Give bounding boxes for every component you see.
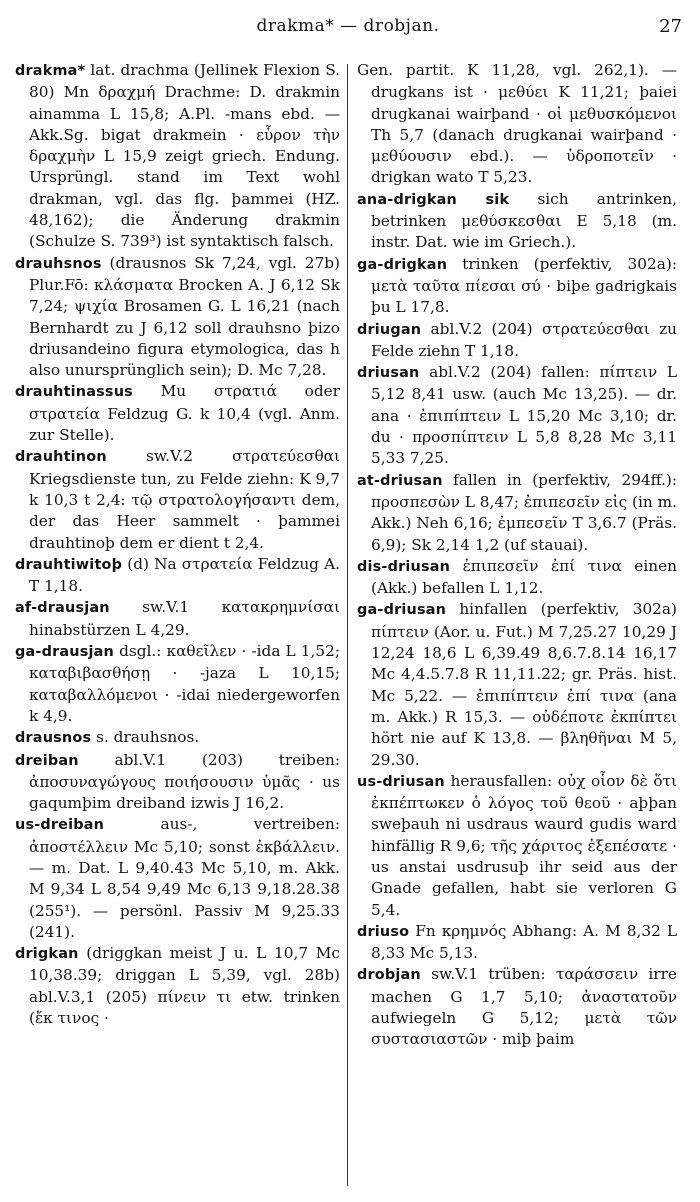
dictionary-entry bbox=[15, 727, 340, 749]
headword: drauhtiwitoþ bbox=[15, 556, 123, 573]
headword: ga-driusan bbox=[357, 602, 447, 619]
dictionary-entry bbox=[15, 253, 340, 382]
entry-text: trinken (perfektiv, 302a): μετὰ ταῦτα πίεσαι σύ · biþe gadrigkais þu L 17,8. bbox=[371, 254, 677, 317]
dictionary-entry bbox=[15, 554, 340, 598]
dictionary-entry bbox=[357, 964, 677, 1050]
headword: drauhtinassus bbox=[15, 384, 133, 401]
dictionary-entry bbox=[15, 641, 340, 727]
dictionary-entry bbox=[357, 319, 677, 363]
dictionary-entry bbox=[15, 446, 340, 553]
column-divider bbox=[347, 64, 348, 1186]
headword: ga-drigkan bbox=[357, 256, 448, 273]
running-head: drakma* — drobjan. bbox=[256, 16, 440, 36]
entry-text: sw.V.1 trüben: ταράσσειν irre machen G 1,7 5,10; ἀναστατοῦν aufwiegeln G 5,12; μετὰ τῶν συστασιαστῶν · miþ þaim bbox=[371, 965, 677, 1049]
dictionary-entry bbox=[357, 771, 677, 921]
headword: dis-driusan bbox=[357, 558, 451, 575]
entry-text: aus-, vertreiben: ἀποστέλλειν Mc 5,10; sonst ἐκβάλλειν. — m. Dat. L 9,40.43 Mc 5,10, m. Akk. M 9,34 L 8,54 9,49 Mc 6,13 9,18.28.38 (255¹). — persönl. Passiv M 9,25.33 (241). bbox=[29, 815, 340, 941]
headword: driuso bbox=[357, 923, 410, 940]
headword: ana-drigkan sik bbox=[357, 191, 510, 208]
headword: dreiban bbox=[15, 752, 79, 769]
headword: us-dreiban bbox=[15, 817, 105, 834]
dictionary-entry bbox=[15, 60, 340, 253]
dictionary-entry bbox=[15, 750, 340, 815]
headword: us-driusan bbox=[357, 773, 445, 790]
entry-text: abl.V.1 (203) treiben: ἀποσυναγώγους ποιήσουσιν ὑμᾶς · us gaqumþim dreiband izwis J 16,2. bbox=[29, 750, 340, 813]
dictionary-entry bbox=[15, 814, 340, 943]
headword: drausnos bbox=[15, 730, 92, 747]
entry-text: s. drauhsnos. bbox=[91, 728, 200, 747]
entry-text: hinfallen (perfektiv, 302a) πίπτειν (Aor. u. Fut.) M 7,25.27 10,29 J 12,24 18,6 L 6,39.49 8,6.7.8.14 16,17 Mc 4,4.5.7.8 R 11,11.22; gr. Präs. hist. Mc 5,22. — ἐπιπίπτειν ἐπί τινα (ana m. Akk.) R 15,3. — οὐδέποτε ἐκπίπτει hört nie auf K 13,8. — βληθῆναι M 5, 29.30. bbox=[371, 600, 677, 769]
headword: drauhtinon bbox=[15, 449, 107, 466]
dictionary-entry bbox=[357, 599, 677, 770]
dictionary-entry bbox=[15, 943, 340, 1029]
dictionary-entry bbox=[357, 362, 677, 469]
entry-text: abl.V.2 (204) στρατεύεσθαι zu Felde ziehn T 1,18. bbox=[371, 319, 677, 360]
entry-text: lat. drachma (Jellinek Flexion S. 80) Mn δραχμή Drachme: D. drakmin ainamma L 15,8; A.Pl. -mans ebd. — Akk.Sg. bigat drakmein · εὗρον τὴν δραχμὴν L 15,9 zeigt griech. Endung. Ursprüngl. stand im Text wohl drakman, vgl. das flg. þammei (HZ. 48,162); die Änderung drakmin (Schulze S. 739³) ist syntaktisch falsch. bbox=[29, 61, 340, 251]
entry-text: Mu στρατιά oder στρατεία Feldzug G. k 10,4 (vgl. Anm. zur Stelle). bbox=[29, 382, 340, 445]
entry-text: Gen. partit. K 11,28, vgl. 262,1). — drugkans ist · μεθύει K 11,21; þaiei drugkanai wairþand · οἱ μεθυσκόμενοι Th 5,7 (danach drugkanai wairþand · μεθύουσιν ebd.). — ὑδροποτεῖν · drigkan wato T 5,23. bbox=[357, 61, 677, 187]
headword: driugan bbox=[357, 321, 422, 338]
right-column bbox=[357, 60, 677, 1051]
entry-text: (drausnos Sk 7,24, vgl. 27b) Plur.Fō: κλάσματα Brocken A. J 6,12 Sk 7,24; ψιχία Brosamen G. L 16,21 (nach Bernhardt zu J 6,12 soll drauhsno þizo driusandeino figura etymologica, das h also unursprünglich sein); D. Mc 7,28. bbox=[29, 253, 340, 380]
dictionary-entry bbox=[357, 470, 677, 556]
headword: at-driusan bbox=[357, 472, 443, 489]
headword: ga-drausjan bbox=[15, 644, 114, 661]
entry-text: (driggkan meist J u. L 10,7 Mc 10,38.39; driggan L 5,39, vgl. 28b) abl.V.3,1 (205) πίνειν τι etw. trinken (ἔκ τινος · bbox=[29, 944, 340, 1028]
dictionary-entry bbox=[357, 189, 677, 254]
headword: drobjan bbox=[357, 967, 421, 984]
entry-text: fallen in (perfektiv, 294ff.): προσπεσὼν L 8,47; ἐπιπεσεῖν εἰς (in m. Akk.) Neh 6,16; ἐμπεσεῖν T 3,6.7 (Präs. 6,9); Sk 2,14 1,2 (uf stauai). bbox=[371, 470, 677, 554]
entry-text: sw.V.2 στρατεύεσθαι Kriegsdienste tun, zu Felde ziehn: K 9,7 k 10,3 t 2,4: τῷ στρατολογήσαντι dem, der das Heer sammelt · þammei drauhtinoþ dem er dient t 2,4. bbox=[29, 447, 340, 552]
page-header bbox=[14, 16, 682, 46]
headword: driusan bbox=[357, 365, 420, 382]
entry-text: dsgl.: καθεῖλεν · -ida L 1,52; καταβιβασθήσῃ · -jaza L 10,15; καταβαλλόμενοι · -idai niedergeworfen k 4,9. bbox=[29, 642, 340, 725]
dictionary-entry bbox=[357, 921, 677, 965]
headword: af-drausjan bbox=[15, 600, 110, 617]
left-column bbox=[15, 60, 340, 1029]
page-number: 27 bbox=[659, 16, 682, 37]
entry-text: ἐπιπεσεῖν ἐπί τινα einen (Akk.) befallen L 1,12. bbox=[371, 556, 677, 598]
headword: drakma* bbox=[15, 63, 86, 79]
entry-text: herausfallen: οὐχ οἷον δὲ ὅτι ἐκπέπτωκεν ὁ λόγος τοῦ θεοῦ · aþþan sweþauh ni usdraus waurd gudis ward hinfällig R 9,6; τῆς χάριτος ἐξεπέσατε · us anstai usdrusuþ ihr seid aus der Gnade gefallen, habt sie verloren G 5,4. bbox=[371, 771, 677, 919]
entry-text: (d) Na στρατεία Feldzug A. T 1,18. bbox=[29, 554, 340, 596]
dictionary-entry bbox=[357, 254, 677, 319]
dictionary-entry bbox=[15, 381, 340, 446]
dictionary-entry bbox=[15, 597, 340, 641]
entry-text: Fn κρημνός Abhang: A. M 8,32 L 8,33 Mc 5,13. bbox=[371, 921, 677, 963]
entry-text: sich antrinken, betrinken μεθύσκεσθαι E 5,18 (m. instr. Dat. wie im Griech.). bbox=[371, 189, 677, 252]
headword: drauhsnos bbox=[15, 255, 102, 272]
dictionary-entry-continued bbox=[357, 60, 677, 189]
headword: drigkan bbox=[15, 946, 79, 963]
entry-text: sw.V.1 κατακρημνίσαι hinabstürzen L 4,29. bbox=[29, 598, 340, 639]
entry-text: abl.V.2 (204) fallen: πίπτειν L 5,12 8,41 usw. (auch Mc 13,25). — dr. ana · ἐπιπίπτειν L 15,20 Mc 3,10; dr. du · προσπίπτειν L 5,8 8,28 Mc 3,11 5,33 7,25. bbox=[371, 363, 677, 468]
dictionary-entry bbox=[357, 556, 677, 600]
